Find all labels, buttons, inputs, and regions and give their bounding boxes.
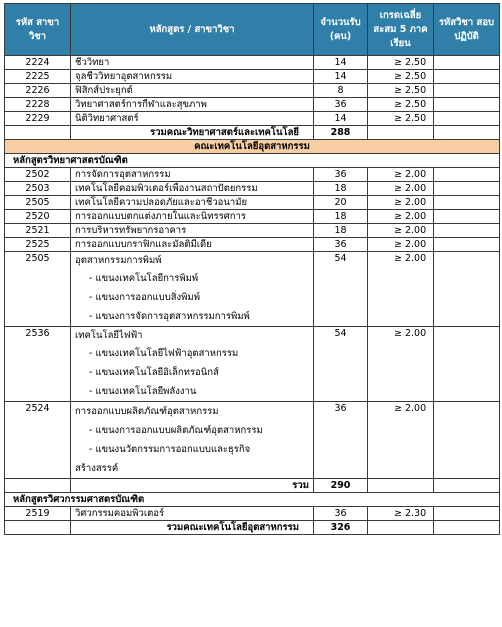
program-cell: ชีววิทยา: [71, 56, 314, 70]
exam-cell: [434, 84, 500, 98]
science-total-value: 288: [314, 126, 368, 140]
tech-total-value: 326: [314, 521, 368, 535]
program-header-row: [5, 493, 500, 507]
exam-cell: [434, 196, 500, 210]
code-cell: 2226: [5, 84, 71, 98]
exam-cell: [434, 238, 500, 252]
seats-cell: 18: [314, 210, 368, 224]
program-name: เทคโนโลยีไฟฟ้า: [75, 330, 143, 341]
gpa-cell: ≥ 2.00: [368, 182, 434, 196]
seats-cell: 36: [314, 238, 368, 252]
sub-track-item: - แขนงการจัดการอุตสาหกรรมการพิมพ์: [89, 311, 250, 322]
program-cell: วิศวกรรมคอมพิวเตอร์: [71, 507, 314, 521]
code-cell: 2521: [5, 224, 71, 238]
gpa-cell: ≥ 2.00: [368, 238, 434, 252]
program-cell: ฟิสิกส์ประยุกต์: [71, 84, 314, 98]
header-exam-code: รหัสวิชา สอบปฏิบัติ: [434, 4, 500, 56]
program-cell: การจัดการอุตสาหกรรม: [71, 168, 314, 182]
table-row: [5, 84, 500, 98]
gpa-cell: ≥ 2.00: [368, 210, 434, 224]
table-row-group: [5, 327, 500, 402]
table-row: [5, 507, 500, 521]
code-cell: 2224: [5, 56, 71, 70]
subtotal-label: รวม: [71, 479, 314, 493]
program-cell: [71, 252, 314, 327]
exam-cell: [434, 224, 500, 238]
sub-track-item: - แขนงเทคโนโลยีอิเล็กทรอนิกส์: [89, 367, 219, 378]
exam-cell: [434, 507, 500, 521]
header-code: รหัส สาขาวิชา: [5, 4, 71, 56]
exam-cell: [434, 210, 500, 224]
exam-cell: [434, 98, 500, 112]
empty-cell: [368, 479, 434, 493]
table-row: [5, 98, 500, 112]
program-stack: [75, 402, 309, 478]
table-row: [5, 224, 500, 238]
seats-cell: 18: [314, 182, 368, 196]
gpa-cell: ≥ 2.50: [368, 84, 434, 98]
tech-total-row: [5, 521, 500, 535]
table-row: [5, 70, 500, 84]
exam-cell: [434, 168, 500, 182]
table-row-group: [5, 402, 500, 479]
science-total-label: รวมคณะวิทยาศาสตร์และเทคโนโลยี: [71, 126, 314, 140]
code-cell: 2536: [5, 327, 71, 402]
tech-total-label: รวมคณะเทคโนโลยีอุตสาหกรรม: [71, 521, 314, 535]
table-row: [5, 196, 500, 210]
seats-cell: 14: [314, 112, 368, 126]
exam-cell: [434, 327, 500, 402]
program-cell: นิติวิทยาศาสตร์: [71, 112, 314, 126]
gpa-cell: ≥ 2.50: [368, 98, 434, 112]
gpa-cell: ≥ 2.00: [368, 402, 434, 479]
table-row: [5, 182, 500, 196]
code-cell: 2229: [5, 112, 71, 126]
gpa-cell: ≥ 2.50: [368, 70, 434, 84]
gpa-cell: ≥ 2.00: [368, 224, 434, 238]
sub-track-list: [75, 344, 309, 401]
header-row: [5, 4, 500, 56]
faculty-title: คณะเทคโนโลยีอุตสาหกรรม: [5, 140, 500, 154]
header-gpa: เกรดเฉลี่ย สะสม 5 ภาคเรียน: [368, 4, 434, 56]
sub-track-item: - แขนงนวัตกรรมการออกแบบและธุรกิจ: [89, 444, 251, 455]
empty-cell: [368, 126, 434, 140]
code-cell: 2225: [5, 70, 71, 84]
code-cell: 2520: [5, 210, 71, 224]
gpa-cell: ≥ 2.50: [368, 112, 434, 126]
seats-cell: 36: [314, 507, 368, 521]
seats-cell: 14: [314, 70, 368, 84]
exam-cell: [434, 182, 500, 196]
code-cell: 2503: [5, 182, 71, 196]
program-name: อุตสาหกรรมการพิมพ์: [75, 255, 162, 266]
code-cell: 2525: [5, 238, 71, 252]
program-name: การออกแบบผลิตภัณฑ์อุตสาหกรรม: [75, 406, 219, 417]
seats-cell: 36: [314, 168, 368, 182]
sub-track-item: - แขนงเทคโนโลยีไฟฟ้าอุตสาหกรรม: [89, 348, 239, 359]
seats-cell: 54: [314, 327, 368, 402]
program-cell: วิทยาศาสตร์การกีฬาและสุขภาพ: [71, 98, 314, 112]
faculty-header-row: [5, 140, 500, 154]
sub-track-item: - แขนงเทคโนโลยีพลังงาน: [89, 386, 197, 397]
code-cell: 2505: [5, 252, 71, 327]
table-row: [5, 210, 500, 224]
program-header-row: [5, 154, 500, 168]
subtotal-value: 290: [314, 479, 368, 493]
seats-cell: 8: [314, 84, 368, 98]
gpa-cell: ≥ 2.00: [368, 252, 434, 327]
table-row: [5, 168, 500, 182]
sub-track-item: - แขนงเทคโนโลยีการพิมพ์: [89, 273, 199, 284]
exam-cell: [434, 252, 500, 327]
sub-track-continuation: สร้างสรรค์: [75, 463, 119, 474]
empty-cell: [5, 479, 71, 493]
code-cell: 2524: [5, 402, 71, 479]
seats-cell: 54: [314, 252, 368, 327]
exam-cell: [434, 112, 500, 126]
program-beng-title: หลักสูตรวิศวกรรมศาสตรบัณฑิต: [5, 493, 500, 507]
science-total-row: [5, 126, 500, 140]
code-cell: 2502: [5, 168, 71, 182]
gpa-cell: ≥ 2.00: [368, 196, 434, 210]
table-row: [5, 112, 500, 126]
seats-cell: 18: [314, 224, 368, 238]
program-cell: การบริหารทรัพยากรอาคาร: [71, 224, 314, 238]
code-cell: 2505: [5, 196, 71, 210]
gpa-cell: ≥ 2.50: [368, 56, 434, 70]
program-bsc-title: หลักสูตรวิทยาศาสตรบัณฑิต: [5, 154, 500, 168]
program-cell: การออกแบบกราฟิกและมัลติมีเดีย: [71, 238, 314, 252]
header-program: หลักสูตร / สาขาวิชา: [71, 4, 314, 56]
sub-track-item: - แขนงการออกแบบสิ่งพิมพ์: [89, 292, 200, 303]
gpa-cell: ≥ 2.00: [368, 327, 434, 402]
program-cell: เทคโนโลยีความปลอดภัยและอาชีวอนามัย: [71, 196, 314, 210]
gpa-cell: ≥ 2.30: [368, 507, 434, 521]
empty-cell: [434, 521, 500, 535]
program-cell: การออกแบบตกแต่งภายในและนิทรรศการ: [71, 210, 314, 224]
program-cell: [71, 327, 314, 402]
empty-cell: [5, 126, 71, 140]
code-cell: 2228: [5, 98, 71, 112]
empty-cell: [368, 521, 434, 535]
table-row: [5, 238, 500, 252]
table-row: [5, 56, 500, 70]
empty-cell: [434, 126, 500, 140]
exam-cell: [434, 402, 500, 479]
empty-cell: [434, 479, 500, 493]
admission-quota-table: [4, 3, 500, 535]
code-cell: 2519: [5, 507, 71, 521]
exam-cell: [434, 70, 500, 84]
seats-cell: 14: [314, 56, 368, 70]
seats-cell: 36: [314, 98, 368, 112]
program-cell: เทคโนโลยีคอมพิวเตอร์เพื่องานสถาปัตยกรรม: [71, 182, 314, 196]
program-cell: จุลชีววิทยาอุตสาหกรรม: [71, 70, 314, 84]
empty-cell: [5, 521, 71, 535]
header-seats: จำนวนรับ (คน): [314, 4, 368, 56]
gpa-cell: ≥ 2.00: [368, 168, 434, 182]
seats-cell: 20: [314, 196, 368, 210]
exam-cell: [434, 56, 500, 70]
table-row-group: [5, 252, 500, 327]
program-cell: [71, 402, 314, 479]
subtotal-row: [5, 479, 500, 493]
sub-track-list: [75, 269, 309, 326]
seats-cell: 36: [314, 402, 368, 479]
sub-track-item: - แขนงการออกแบบผลิตภัณฑ์อุตสาหกรรม: [89, 425, 263, 436]
